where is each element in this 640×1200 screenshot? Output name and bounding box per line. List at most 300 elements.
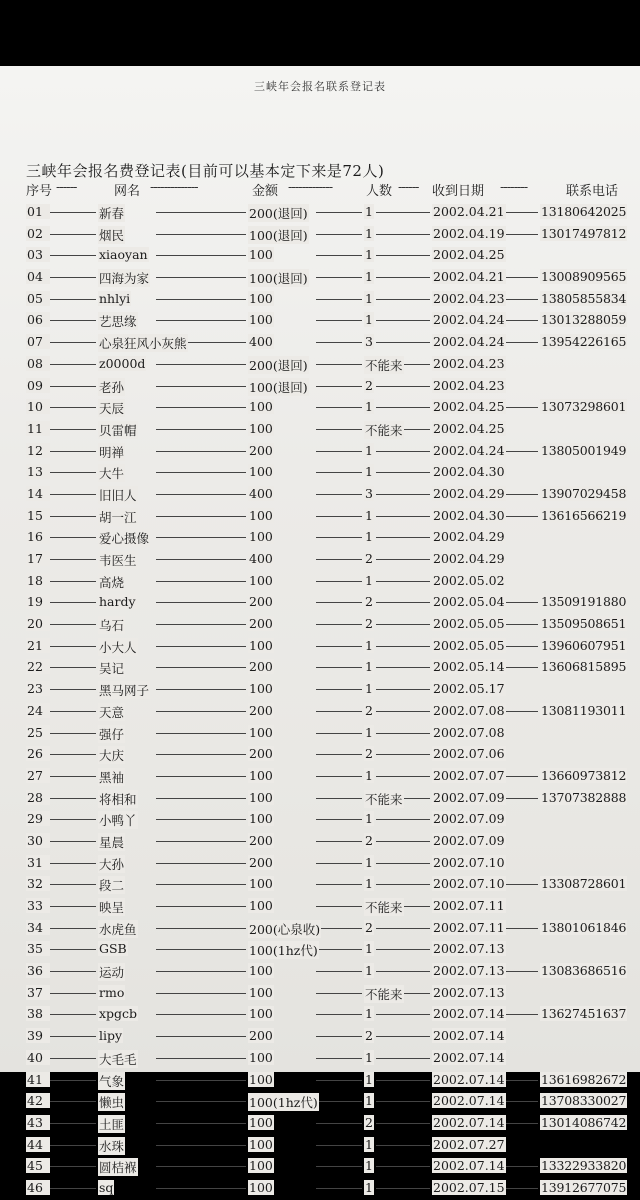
row-phone: 13081193011 — [541, 702, 627, 718]
row-amount: 200 — [249, 659, 273, 675]
leader-line — [376, 234, 430, 235]
row-date: 2002.05.05 — [433, 637, 505, 653]
leader-line — [504, 1123, 538, 1124]
row-amount: 100 — [249, 312, 273, 328]
row-amount: 100 — [249, 898, 273, 913]
row-phone: 13308728601 — [541, 876, 627, 892]
row-count: 1 — [365, 1071, 373, 1087]
leader-line — [46, 993, 96, 994]
leader-line — [156, 1166, 246, 1167]
row-count: 1 — [365, 247, 373, 263]
row-date: 2002.07.27 — [433, 1136, 505, 1152]
row-count: 1 — [365, 529, 373, 545]
leader-line — [316, 1014, 362, 1015]
row-count: 1 — [365, 1158, 373, 1174]
row-amount: 100 — [249, 1049, 273, 1065]
leader-line — [504, 1188, 538, 1189]
row-number: 21 — [26, 638, 50, 653]
row-phone: 13627451637 — [541, 1006, 627, 1022]
row-nickname: xiaoyan — [99, 247, 148, 263]
table-row — [26, 332, 636, 354]
leader-line — [156, 234, 246, 235]
leader-line — [156, 754, 246, 755]
leader-line — [46, 1080, 96, 1081]
table-row — [26, 853, 636, 875]
row-amount: 100 — [249, 1158, 273, 1174]
row-date: 2002.07.09 — [433, 789, 505, 805]
leader-line — [46, 841, 96, 842]
row-amount: 100 — [249, 681, 273, 697]
row-nickname: 大孙 — [99, 856, 125, 872]
row-phone: 13912677075 — [541, 1179, 627, 1195]
leader-line — [156, 1188, 246, 1189]
row-nickname: 四海为家 — [99, 271, 150, 287]
row-amount: 200 — [249, 616, 273, 632]
leader-line — [376, 581, 430, 582]
leader-line — [376, 342, 430, 343]
table-row — [26, 766, 636, 788]
row-number: 40 — [26, 1050, 50, 1065]
leader-line — [156, 993, 246, 994]
row-count: 2 — [365, 832, 373, 848]
row-number: 45 — [26, 1158, 50, 1173]
row-date: 2002.07.14 — [433, 1049, 505, 1065]
row-count: 1 — [365, 442, 373, 458]
leader-line — [46, 754, 96, 755]
leader-line — [504, 667, 538, 668]
leader-line — [316, 494, 362, 495]
row-nickname: 心泉狂风小灰熊 — [99, 336, 187, 352]
leader-line — [376, 1166, 430, 1167]
row-amount: 100(1hz代) — [249, 943, 318, 959]
leader-line — [376, 212, 430, 213]
leader-line — [46, 711, 96, 712]
row-count: 1 — [365, 507, 373, 523]
leader-line — [316, 1123, 362, 1124]
row-nickname: 天辰 — [99, 401, 125, 417]
row-count: 1 — [365, 659, 373, 675]
row-date: 2002.04.29 — [433, 551, 505, 566]
leader-line — [46, 537, 96, 538]
leader-line — [316, 624, 362, 625]
row-number: 33 — [26, 898, 50, 913]
header-dash: ------ — [398, 180, 419, 195]
leader-line — [316, 299, 362, 300]
row-phone: 13017497812 — [541, 225, 627, 241]
leader-line — [46, 386, 96, 387]
row-nickname: 强仔 — [99, 726, 125, 742]
leader-line — [156, 602, 246, 603]
row-number: 34 — [26, 920, 50, 935]
leader-line — [504, 602, 538, 603]
row-amount: 200 — [249, 442, 273, 458]
leader-line — [504, 884, 538, 885]
row-nickname: z0000d — [99, 355, 146, 371]
row-date: 2002.07.08 — [433, 724, 505, 740]
row-amount: 200 — [249, 702, 273, 718]
leader-line — [46, 1101, 96, 1102]
row-phone: 13805855834 — [541, 290, 627, 306]
row-date: 2002.07.08 — [433, 702, 505, 718]
row-nickname: 水虎鱼 — [99, 921, 137, 937]
row-amount: 100 — [249, 529, 273, 545]
row-number: 16 — [26, 529, 50, 544]
row-phone: 13008909565 — [541, 269, 627, 285]
row-count: 2 — [365, 919, 373, 935]
leader-line — [46, 299, 96, 300]
table-header — [26, 180, 636, 198]
row-nickname: 大庆 — [99, 748, 125, 764]
leader-line — [316, 581, 362, 582]
row-number: 24 — [26, 703, 50, 718]
leader-line — [156, 776, 246, 777]
row-nickname: lipy — [99, 1028, 123, 1044]
leader-line — [316, 1145, 362, 1146]
row-number: 44 — [26, 1137, 50, 1152]
leader-line — [376, 1058, 430, 1059]
leader-line — [156, 949, 246, 950]
row-number: 25 — [26, 725, 50, 740]
leader-line — [46, 581, 96, 582]
leader-line — [156, 928, 246, 929]
row-nickname: 高烧 — [99, 574, 125, 590]
row-date: 2002.05.05 — [433, 616, 505, 632]
row-date: 2002.07.10 — [433, 876, 505, 892]
row-nickname: GSB — [99, 941, 127, 957]
table-row — [26, 744, 636, 766]
header-name: 网名 — [114, 184, 141, 199]
row-nickname: 老孙 — [99, 379, 125, 395]
leader-line — [156, 906, 246, 907]
header-amount: 金额 — [252, 184, 279, 199]
row-nickname: 土匪 — [99, 1116, 125, 1132]
row-date: 2002.07.09 — [433, 832, 505, 848]
registration-table — [26, 202, 636, 1200]
row-amount: 100 — [249, 767, 273, 783]
row-date: 2002.07.13 — [433, 984, 505, 1000]
leader-line — [504, 234, 538, 235]
table-row — [26, 939, 636, 961]
row-number: 17 — [26, 551, 50, 566]
row-number: 26 — [26, 746, 50, 761]
row-count: 2 — [365, 377, 373, 393]
leader-line — [316, 1101, 362, 1102]
row-number: 10 — [26, 399, 50, 414]
row-date: 2002.04.24 — [433, 442, 505, 458]
row-amount: 100 — [249, 572, 273, 588]
row-amount: 100 — [249, 1114, 273, 1130]
row-count: 1 — [365, 399, 373, 415]
row-nickname: 乌石 — [99, 618, 125, 634]
row-amount: 100 — [249, 247, 273, 263]
leader-line — [316, 949, 362, 950]
row-date: 2002.04.24 — [433, 312, 505, 328]
row-count: 2 — [365, 594, 373, 610]
leader-line — [316, 364, 362, 365]
leader-line — [316, 906, 362, 907]
row-nickname: 韦医生 — [99, 553, 137, 568]
row-amount: 100 — [249, 984, 273, 1000]
table-row — [26, 376, 636, 398]
leader-line — [504, 299, 538, 300]
leader-line — [156, 733, 246, 734]
row-count: 1 — [365, 854, 373, 870]
leader-line — [504, 494, 538, 495]
row-nickname: 大毛毛 — [99, 1051, 137, 1067]
leader-line — [504, 277, 538, 278]
row-phone: 13014086742 — [541, 1114, 627, 1130]
row-amount: 100 — [249, 724, 273, 740]
leader-line — [156, 1080, 246, 1081]
leader-line — [316, 733, 362, 734]
leader-line — [504, 1101, 538, 1102]
leader-line — [376, 689, 430, 690]
leader-line — [316, 646, 362, 647]
row-count: 1 — [365, 1136, 373, 1152]
row-number: 02 — [26, 226, 50, 241]
row-number: 15 — [26, 508, 50, 523]
row-count: 1 — [365, 204, 373, 219]
leader-line — [504, 1014, 538, 1015]
leader-line — [504, 516, 538, 517]
row-count: 3 — [365, 485, 373, 501]
leader-line — [376, 472, 430, 473]
row-amount: 100 — [249, 637, 273, 653]
row-amount: 100 — [249, 1006, 273, 1022]
leader-line — [46, 277, 96, 278]
leader-line — [376, 646, 430, 647]
leader-line — [376, 624, 430, 625]
leader-line — [376, 255, 430, 256]
row-amount: 100 — [249, 464, 273, 480]
leader-line — [316, 689, 362, 690]
leader-line — [504, 212, 538, 213]
leader-line — [376, 516, 430, 517]
leader-line — [376, 320, 430, 321]
leader-line — [156, 646, 246, 647]
leader-line — [156, 386, 246, 387]
leader-line — [376, 299, 430, 300]
row-date: 2002.07.15 — [433, 1179, 505, 1195]
leader-line — [46, 516, 96, 517]
row-date: 2002.05.02 — [433, 572, 505, 588]
header-phone: 联系电话 — [566, 184, 619, 199]
row-number: 22 — [26, 659, 50, 674]
row-nickname: 艺思缘 — [99, 314, 137, 330]
row-amount: 200 — [249, 594, 273, 610]
row-nickname: 圆桔褓 — [99, 1160, 137, 1176]
leader-line — [156, 711, 246, 712]
row-nickname: 爱心摄像 — [99, 531, 150, 547]
row-count: 1 — [365, 1093, 373, 1109]
row-count: 不能来 — [365, 357, 403, 373]
row-date: 2002.07.06 — [433, 746, 505, 762]
leader-line — [46, 949, 96, 950]
row-date: 2002.04.23 — [433, 377, 505, 393]
row-nickname: 新春 — [99, 206, 125, 221]
row-date: 2002.07.13 — [433, 941, 505, 957]
row-count: 2 — [365, 551, 373, 566]
leader-line — [316, 667, 362, 668]
row-amount: 100 — [249, 963, 273, 979]
leader-line — [156, 1123, 246, 1124]
leader-line — [46, 1036, 96, 1037]
leader-line — [316, 407, 362, 408]
table-row — [26, 1026, 636, 1048]
row-count: 1 — [365, 724, 373, 740]
row-nickname: 小大人 — [99, 639, 137, 655]
leader-line — [316, 277, 362, 278]
leader-line — [156, 1145, 246, 1146]
row-count: 1 — [365, 1006, 373, 1022]
row-date: 2002.04.21 — [433, 204, 505, 219]
leader-line — [376, 971, 430, 972]
row-number: 03 — [26, 247, 50, 262]
leader-line — [46, 320, 96, 321]
leader-line — [316, 602, 362, 603]
leader-line — [46, 819, 96, 820]
row-count: 1 — [365, 464, 373, 480]
leader-line — [504, 971, 538, 972]
leader-line — [156, 689, 246, 690]
leader-line — [504, 646, 538, 647]
leader-line — [376, 733, 430, 734]
row-nickname: 烟民 — [99, 227, 125, 243]
leader-line — [156, 798, 246, 799]
row-date: 2002.07.14 — [433, 1006, 505, 1022]
row-number: 29 — [26, 811, 50, 826]
leader-line — [316, 559, 362, 560]
leader-line — [46, 906, 96, 907]
table-row — [26, 484, 636, 506]
table-row — [26, 1178, 636, 1200]
table-row — [26, 788, 636, 810]
row-date: 2002.04.19 — [433, 225, 505, 241]
leader-line — [316, 212, 362, 213]
leader-line — [504, 407, 538, 408]
leader-line — [156, 1058, 246, 1059]
leader-line — [156, 472, 246, 473]
header-dash: -------- — [500, 180, 528, 195]
row-nickname: 星晨 — [99, 834, 125, 850]
leader-line — [156, 1014, 246, 1015]
row-date: 2002.07.09 — [433, 811, 505, 827]
leader-line — [46, 494, 96, 495]
table-row — [26, 614, 636, 636]
leader-line — [46, 928, 96, 929]
row-amount: 400 — [249, 551, 273, 566]
row-amount: 100 — [249, 1179, 273, 1195]
leader-line — [46, 971, 96, 972]
row-number: 13 — [26, 464, 50, 479]
leader-line — [46, 733, 96, 734]
row-date: 2002.04.30 — [433, 507, 505, 523]
header-date: 收到日期 — [432, 184, 485, 199]
leader-line — [46, 451, 96, 452]
row-number: 11 — [26, 421, 50, 436]
row-count: 2 — [365, 746, 373, 762]
row-number: 09 — [26, 378, 50, 393]
row-number: 32 — [26, 876, 50, 891]
leader-line — [46, 884, 96, 885]
table-row — [26, 549, 636, 571]
row-count: 1 — [365, 1049, 373, 1065]
row-amount: 100 — [249, 399, 273, 415]
row-phone: 13013288059 — [541, 312, 627, 328]
row-date: 2002.04.29 — [433, 485, 505, 501]
row-date: 2002.07.11 — [433, 898, 505, 913]
row-number: 27 — [26, 768, 50, 783]
leader-line — [156, 819, 246, 820]
row-phone: 13083686516 — [541, 963, 627, 979]
leader-line — [504, 624, 538, 625]
row-nickname: 将相和 — [99, 791, 137, 807]
row-date: 2002.05.04 — [433, 594, 505, 610]
row-count: 1 — [365, 637, 373, 653]
row-date: 2002.07.11 — [433, 919, 505, 935]
leader-line — [156, 320, 246, 321]
leader-line — [376, 1145, 430, 1146]
leader-line — [376, 711, 430, 712]
leader-line — [376, 928, 430, 929]
row-phone: 13801061846 — [541, 919, 627, 935]
leader-line — [46, 1145, 96, 1146]
leader-line — [46, 1166, 96, 1167]
table-row — [26, 1113, 636, 1135]
leader-line — [316, 342, 362, 343]
leader-line — [376, 776, 430, 777]
table-row — [26, 419, 636, 441]
row-date: 2002.04.30 — [433, 464, 505, 480]
leader-line — [376, 451, 430, 452]
row-number: 01 — [26, 204, 50, 219]
row-nickname: xpgcb — [99, 1006, 138, 1022]
leader-line — [316, 1036, 362, 1037]
leader-line — [504, 928, 538, 929]
row-amount: 200 — [249, 854, 273, 870]
leader-line — [46, 798, 96, 799]
table-row — [26, 202, 636, 224]
row-nickname: hardy — [99, 594, 136, 610]
leader-line — [376, 949, 430, 950]
leader-line — [316, 993, 362, 994]
table-row — [26, 245, 636, 267]
row-phone: 13960607951 — [541, 637, 627, 653]
leader-line — [46, 212, 96, 213]
leader-line — [156, 212, 246, 213]
row-count: 1 — [365, 767, 373, 783]
header-num: 序号 — [26, 184, 53, 199]
leader-line — [316, 776, 362, 777]
page-title: 三峡年会报名联系登记表 — [254, 80, 386, 93]
leader-line — [376, 602, 430, 603]
leader-line — [316, 386, 362, 387]
row-date: 2002.04.23 — [433, 290, 505, 306]
table-row — [26, 310, 636, 332]
leader-line — [46, 407, 96, 408]
row-count: 不能来 — [365, 900, 403, 915]
row-amount: 100 — [249, 811, 273, 827]
leader-line — [376, 1036, 430, 1037]
leader-line — [316, 754, 362, 755]
row-date: 2002.07.14 — [433, 1093, 505, 1109]
row-number: 07 — [26, 334, 50, 349]
leader-line — [156, 255, 246, 256]
table-row — [26, 527, 636, 549]
row-amount: 200(退回) — [249, 357, 308, 373]
row-count: 1 — [365, 681, 373, 697]
row-nickname: 大牛 — [99, 466, 125, 482]
